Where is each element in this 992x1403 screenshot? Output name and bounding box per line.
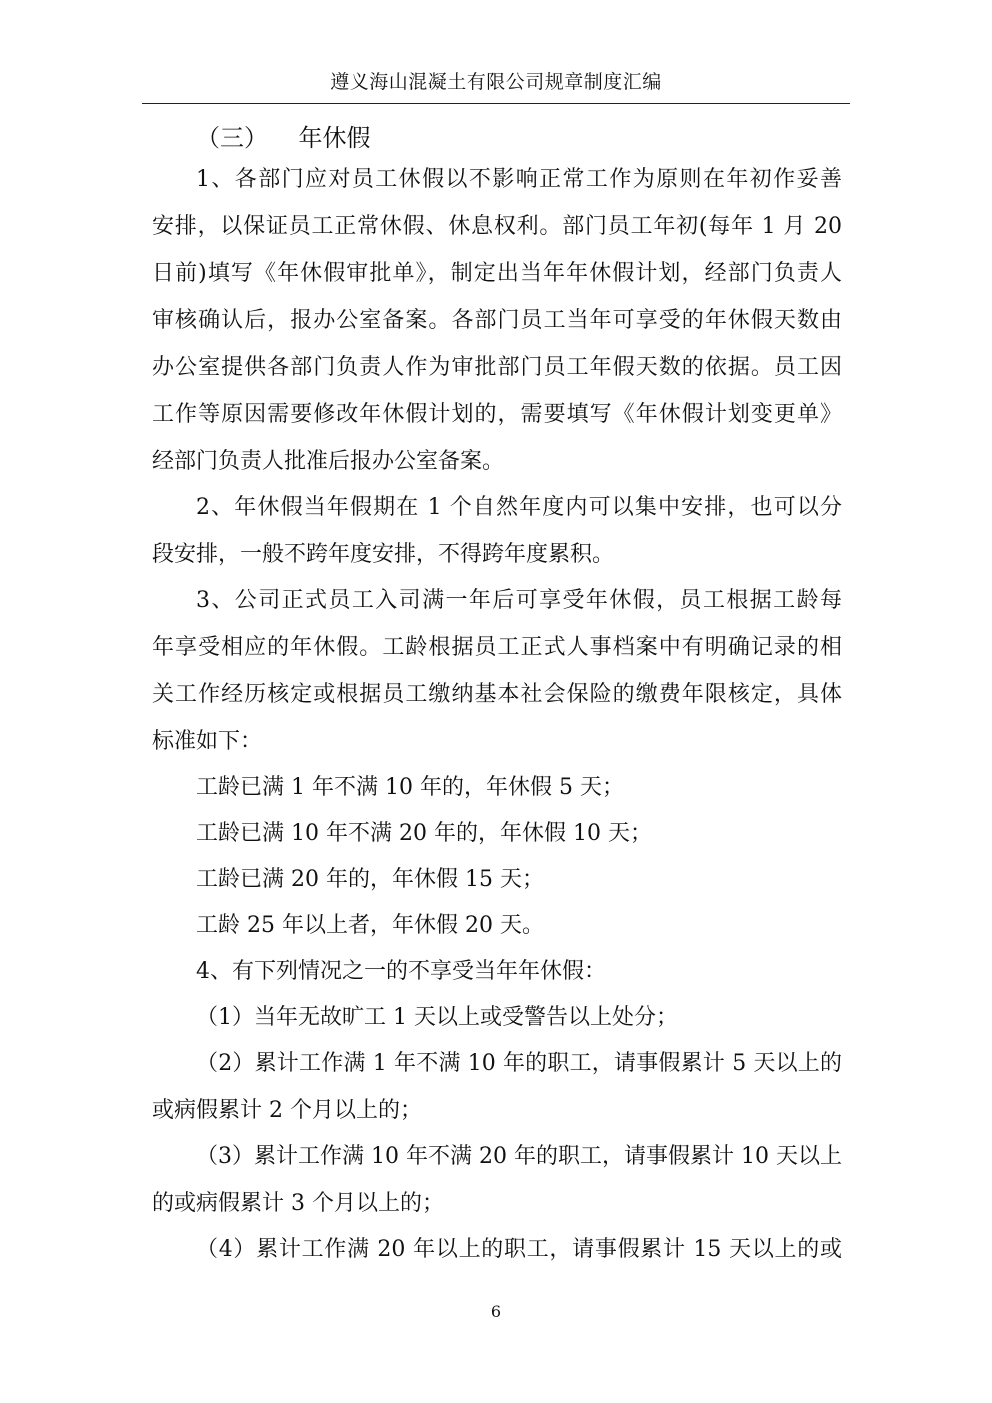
- standard-line: 工龄已满 1 年不满 10 年的，年休假 5 天；: [196, 775, 624, 800]
- page-header: 遵义海山混凝土有限公司规章制度汇编: [330, 71, 662, 93]
- text-line: 1、各部门应对员工休假以不影响正常工作为原则在年初作妥善: [196, 167, 842, 192]
- text-line: 工作等原因需要修改年休假计划的，需要填写《年休假计划变更单》: [152, 402, 842, 427]
- text-line: 2、年休假当年假期在 1 个自然年度内可以集中安排，也可以分: [196, 495, 842, 520]
- text-line: 经部门负责人批准后报办公室备案。: [152, 449, 505, 474]
- condition-line: 的或病假累计 3 个月以上的；: [152, 1191, 444, 1216]
- condition-line: 或病假累计 2 个月以上的；: [152, 1098, 422, 1123]
- text-line: 标准如下：: [152, 729, 263, 754]
- condition-line: （2）累计工作满 1 年不满 10 年的职工，请事假累计 5 天以上的: [196, 1051, 842, 1076]
- text-line: 段安排，一般不跨年度安排，不得跨年度累积。: [152, 542, 615, 567]
- text-line: 安排，以保证员工正常休假、休息权利。部门员工年初(每年 1 月 20: [152, 214, 842, 239]
- header-divider: [142, 103, 850, 104]
- text-line: 日前)填写《年休假审批单》，制定出当年年休假计划，经部门负责人: [152, 261, 842, 286]
- standard-line: 工龄 25 年以上者，年休假 20 天。: [196, 913, 544, 938]
- text-line: 年享受相应的年休假。工龄根据员工正式人事档案中有明确记录的相: [152, 635, 842, 660]
- text-line: 关工作经历核定或根据员工缴纳基本社会保险的缴费年限核定，具体: [152, 682, 842, 707]
- section-title: （三） 年休假: [196, 124, 371, 152]
- text-line: 4、有下列情况之一的不享受当年年休假：: [196, 959, 606, 984]
- text-line: 3、公司正式员工入司满一年后可享受年休假，员工根据工龄每: [196, 588, 842, 613]
- condition-line: （1）当年无故旷工 1 天以上或受警告以上处分；: [196, 1005, 678, 1030]
- condition-line: （4）累计工作满 20 年以上的职工，请事假累计 15 天以上的或: [196, 1237, 842, 1262]
- standard-line: 工龄已满 20 年的，年休假 15 天；: [196, 867, 544, 892]
- text-line: 审核确认后，报办公室备案。各部门员工当年可享受的年休假天数由: [152, 308, 842, 333]
- page-number: 6: [490, 1302, 502, 1321]
- text-line: 办公室提供各部门负责人作为审批部门员工年假天数的依据。员工因: [152, 355, 842, 380]
- condition-line: （3）累计工作满 10 年不满 20 年的职工，请事假累计 10 天以上: [196, 1144, 842, 1169]
- standard-line: 工龄已满 10 年不满 20 年的，年休假 10 天；: [196, 821, 652, 846]
